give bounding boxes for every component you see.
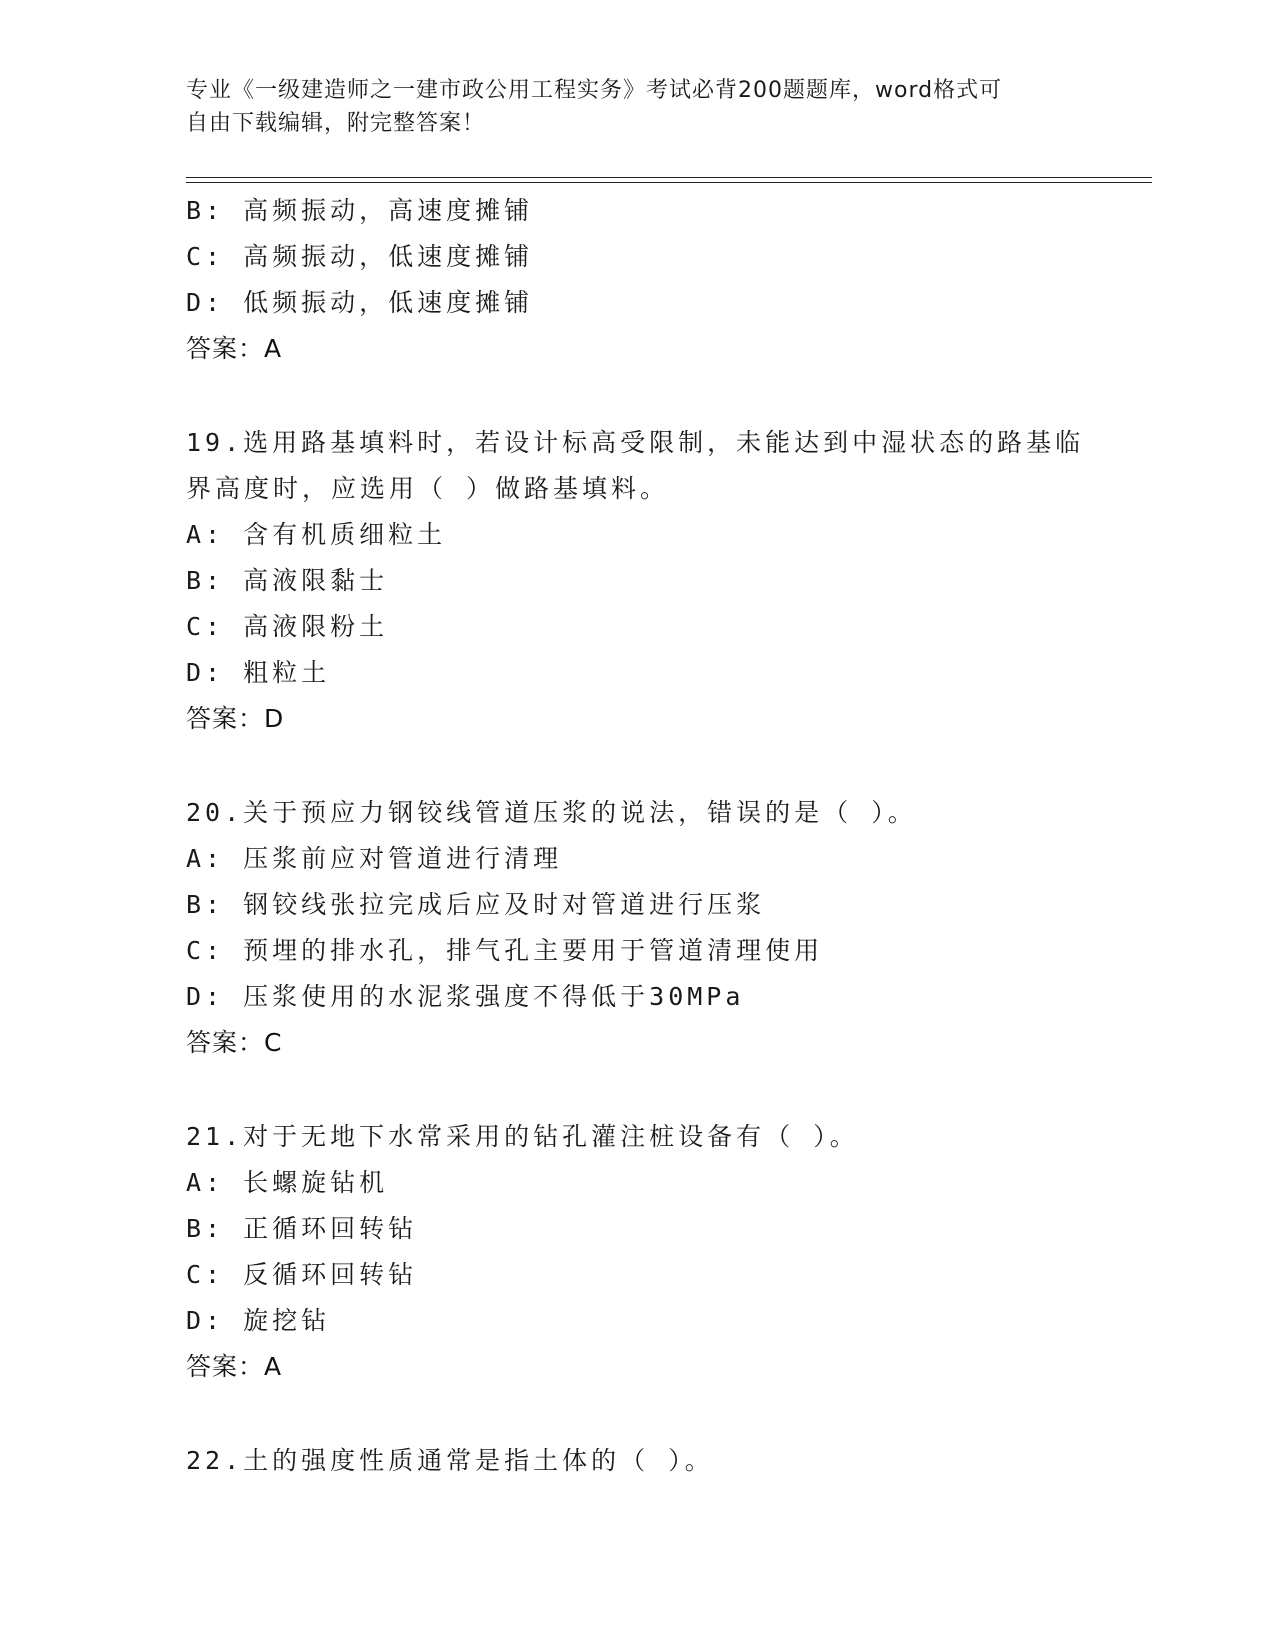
option-a: A: 压浆前应对管道进行清理	[186, 844, 563, 873]
header-divider-top	[186, 177, 1152, 178]
option-c: C: 高频振动，低速度摊铺	[186, 242, 534, 271]
document-header	[186, 74, 1086, 140]
option-b: B: 正循环回转钻	[186, 1214, 418, 1243]
option-b: B: 高液限黏士	[186, 566, 389, 595]
question-stem: 19.选用路基填料时，若设计标高受限制，未能达到中湿状态的路基临	[186, 428, 1085, 457]
question-22	[186, 1438, 1136, 1484]
answer: 答案：A	[186, 1352, 283, 1381]
answer: 答案：D	[186, 704, 285, 733]
option-b: B: 高频振动，高速度摊铺	[186, 196, 534, 225]
answer: 答案：C	[186, 1028, 283, 1057]
question-20	[186, 790, 1136, 1066]
question-stem: 21.对于无地下水常采用的钻孔灌注桩设备有（ ）。	[186, 1122, 859, 1151]
header-title-line-1: 专业《一级建造师之一建市政公用工程实务》考试必背200题题库，word格式可	[186, 78, 1003, 103]
question-stem: 22.土的强度性质通常是指土体的（ ）。	[186, 1446, 714, 1475]
option-a: A: 长螺旋钻机	[186, 1168, 389, 1197]
answer: 答案：A	[186, 334, 283, 363]
question-stem-continued: 界高度时，应选用（ ）做路基填料。	[186, 474, 670, 503]
question-list	[186, 188, 1136, 1484]
option-c: C: 高液限粉土	[186, 612, 389, 641]
option-d: D: 压浆使用的水泥浆强度不得低于30MPa	[186, 982, 745, 1011]
question-19	[186, 420, 1136, 742]
option-d: D: 粗粒土	[186, 658, 331, 687]
question-18-continued	[186, 188, 1136, 372]
option-a: A: 含有机质细粒土	[186, 520, 447, 549]
option-c: C: 预埋的排水孔，排气孔主要用于管道清理使用	[186, 936, 824, 965]
question-21	[186, 1114, 1136, 1390]
header-divider-bottom	[186, 182, 1152, 183]
option-c: C: 反循环回转钻	[186, 1260, 418, 1289]
option-b: B: 钢铰线张拉完成后应及时对管道进行压浆	[186, 890, 766, 919]
header-title-line-2: 自由下载编辑，附完整答案！	[186, 111, 486, 136]
option-d: D: 旋挖钻	[186, 1306, 331, 1335]
option-d: D: 低频振动，低速度摊铺	[186, 288, 534, 317]
question-stem: 20.关于预应力钢铰线管道压浆的说法，错误的是（ ）。	[186, 798, 917, 827]
